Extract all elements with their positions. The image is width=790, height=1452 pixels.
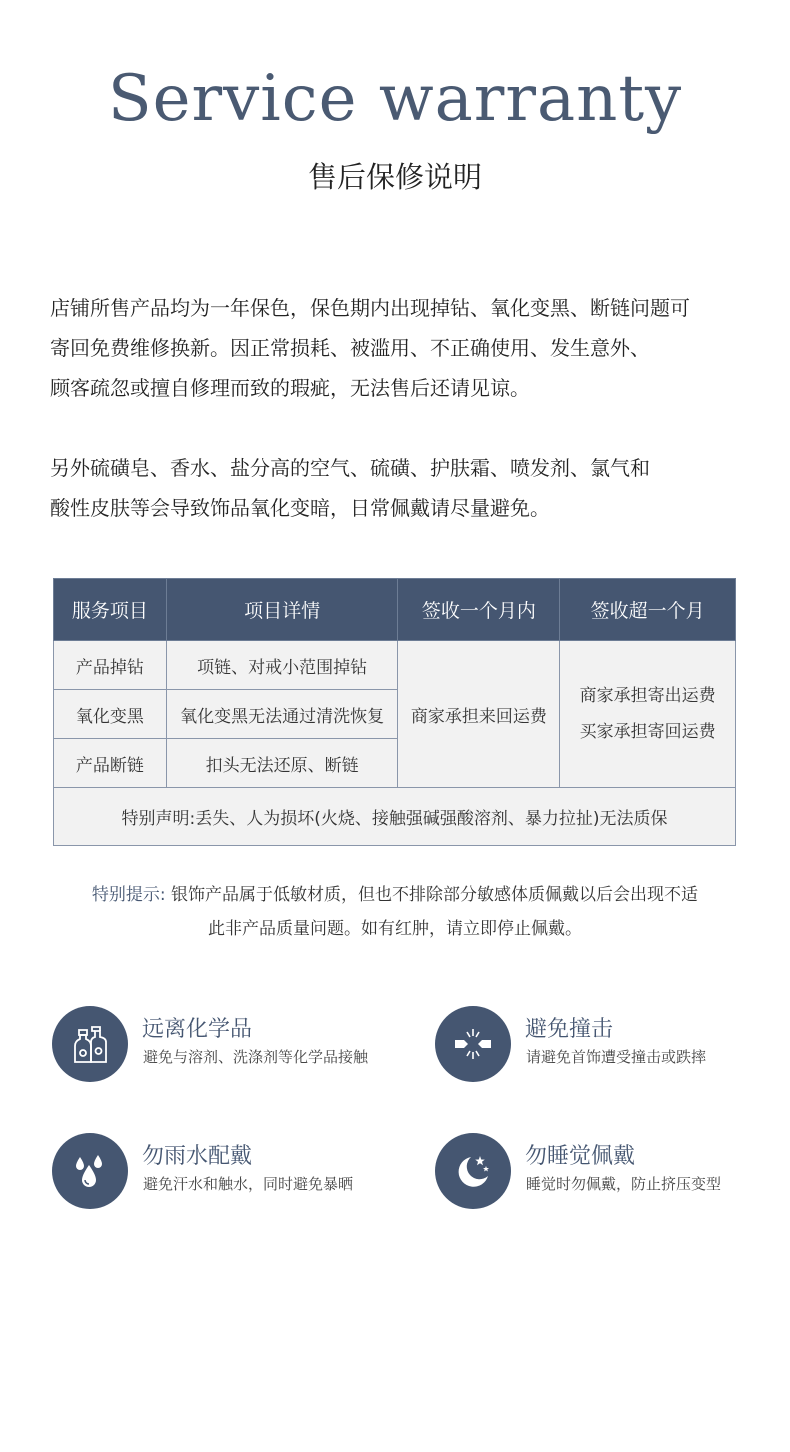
chemical-bottles-icon <box>52 1006 128 1082</box>
table-row <box>54 641 736 690</box>
feature-avoid-sleeping <box>435 1133 765 1213</box>
intro-line: 店铺所售产品均为一年保色，保色期内出现掉钻、氧化变黑、断链问题可 <box>50 296 690 320</box>
feature-title: 远离化学品 <box>142 1017 253 1042</box>
feature-avoid-rain <box>52 1133 382 1213</box>
over-month-line: 商家承担寄出运费 <box>579 686 716 706</box>
intro-paragraph-1 <box>50 288 750 408</box>
feature-desc: 避免汗水和触水，同时避免暴晒 <box>143 1175 354 1193</box>
tip-line-2: 此非产品质量问题。如有红肿，请立即停止佩戴。 <box>208 919 582 939</box>
page-title-english: Service warranty <box>107 62 683 136</box>
feature-avoid-chemicals <box>52 1006 382 1086</box>
page-title-chinese: 售后保修说明 <box>307 160 482 194</box>
feature-avoid-impact <box>435 1006 765 1086</box>
special-statement: 特别声明:丢失、人为损坏(火烧、接触强碱强酸溶剂、暴力拉扯)无法质保 <box>54 788 736 846</box>
feature-desc: 睡觉时勿佩戴，防止挤压变型 <box>526 1175 722 1193</box>
header-within-month: 签收一个月内 <box>398 579 560 641</box>
cell-item: 产品掉钻 <box>54 641 167 690</box>
feature-desc: 请避免首饰遭受撞击或跌摔 <box>526 1048 707 1066</box>
intro-line: 酸性皮肤等会导致饰品氧化变暗，日常佩戴请尽量避免。 <box>50 496 550 520</box>
cell-detail: 项链、对戒小范围掉钻 <box>166 641 398 690</box>
moon-stars-icon <box>435 1133 511 1209</box>
cell-over-month <box>560 641 736 788</box>
over-month-line: 买家承担寄回运费 <box>579 722 716 742</box>
cell-item: 产品断链 <box>54 739 167 788</box>
feature-title: 避免撞击 <box>525 1017 614 1042</box>
intro-paragraph-2 <box>50 448 750 528</box>
header-item-detail: 项目详情 <box>166 579 398 641</box>
header-service-item: 服务项目 <box>54 579 167 641</box>
feature-title: 勿雨水配戴 <box>142 1144 253 1169</box>
feature-title: 勿睡觉佩戴 <box>525 1144 636 1169</box>
header-over-month: 签收超一个月 <box>560 579 736 641</box>
special-tip <box>60 878 730 946</box>
water-drops-icon <box>52 1133 128 1209</box>
cell-detail: 扣头无法还原、断链 <box>166 739 398 788</box>
intro-line: 寄回免费维修换新。因正常损耗、被滥用、不正确使用、发生意外、 <box>50 336 650 360</box>
cell-detail: 氧化变黑无法通过清洗恢复 <box>166 690 398 739</box>
intro-line: 另外硫磺皂、香水、盐分高的空气、硫磺、护肤霜、喷发剂、氯气和 <box>50 456 650 480</box>
cell-within-month: 商家承担来回运费 <box>398 641 560 788</box>
table-note-row <box>54 788 736 846</box>
tip-label: 特别提示: <box>91 885 166 905</box>
tip-text: 银饰产品属于低敏材质，但也不排除部分敏感体质佩戴以后会出现不适 <box>165 885 699 905</box>
tip-line-1 <box>60 878 730 912</box>
cell-item: 氧化变黑 <box>54 690 167 739</box>
feature-desc: 避免与溶剂、洗涤剂等化学品接触 <box>143 1048 369 1066</box>
table-header-row <box>54 579 736 641</box>
warranty-table <box>53 578 736 846</box>
intro-line: 顾客疏忽或擅自修理而致的瑕疵，无法售后还请见谅。 <box>50 376 530 400</box>
impact-icon <box>435 1006 511 1082</box>
